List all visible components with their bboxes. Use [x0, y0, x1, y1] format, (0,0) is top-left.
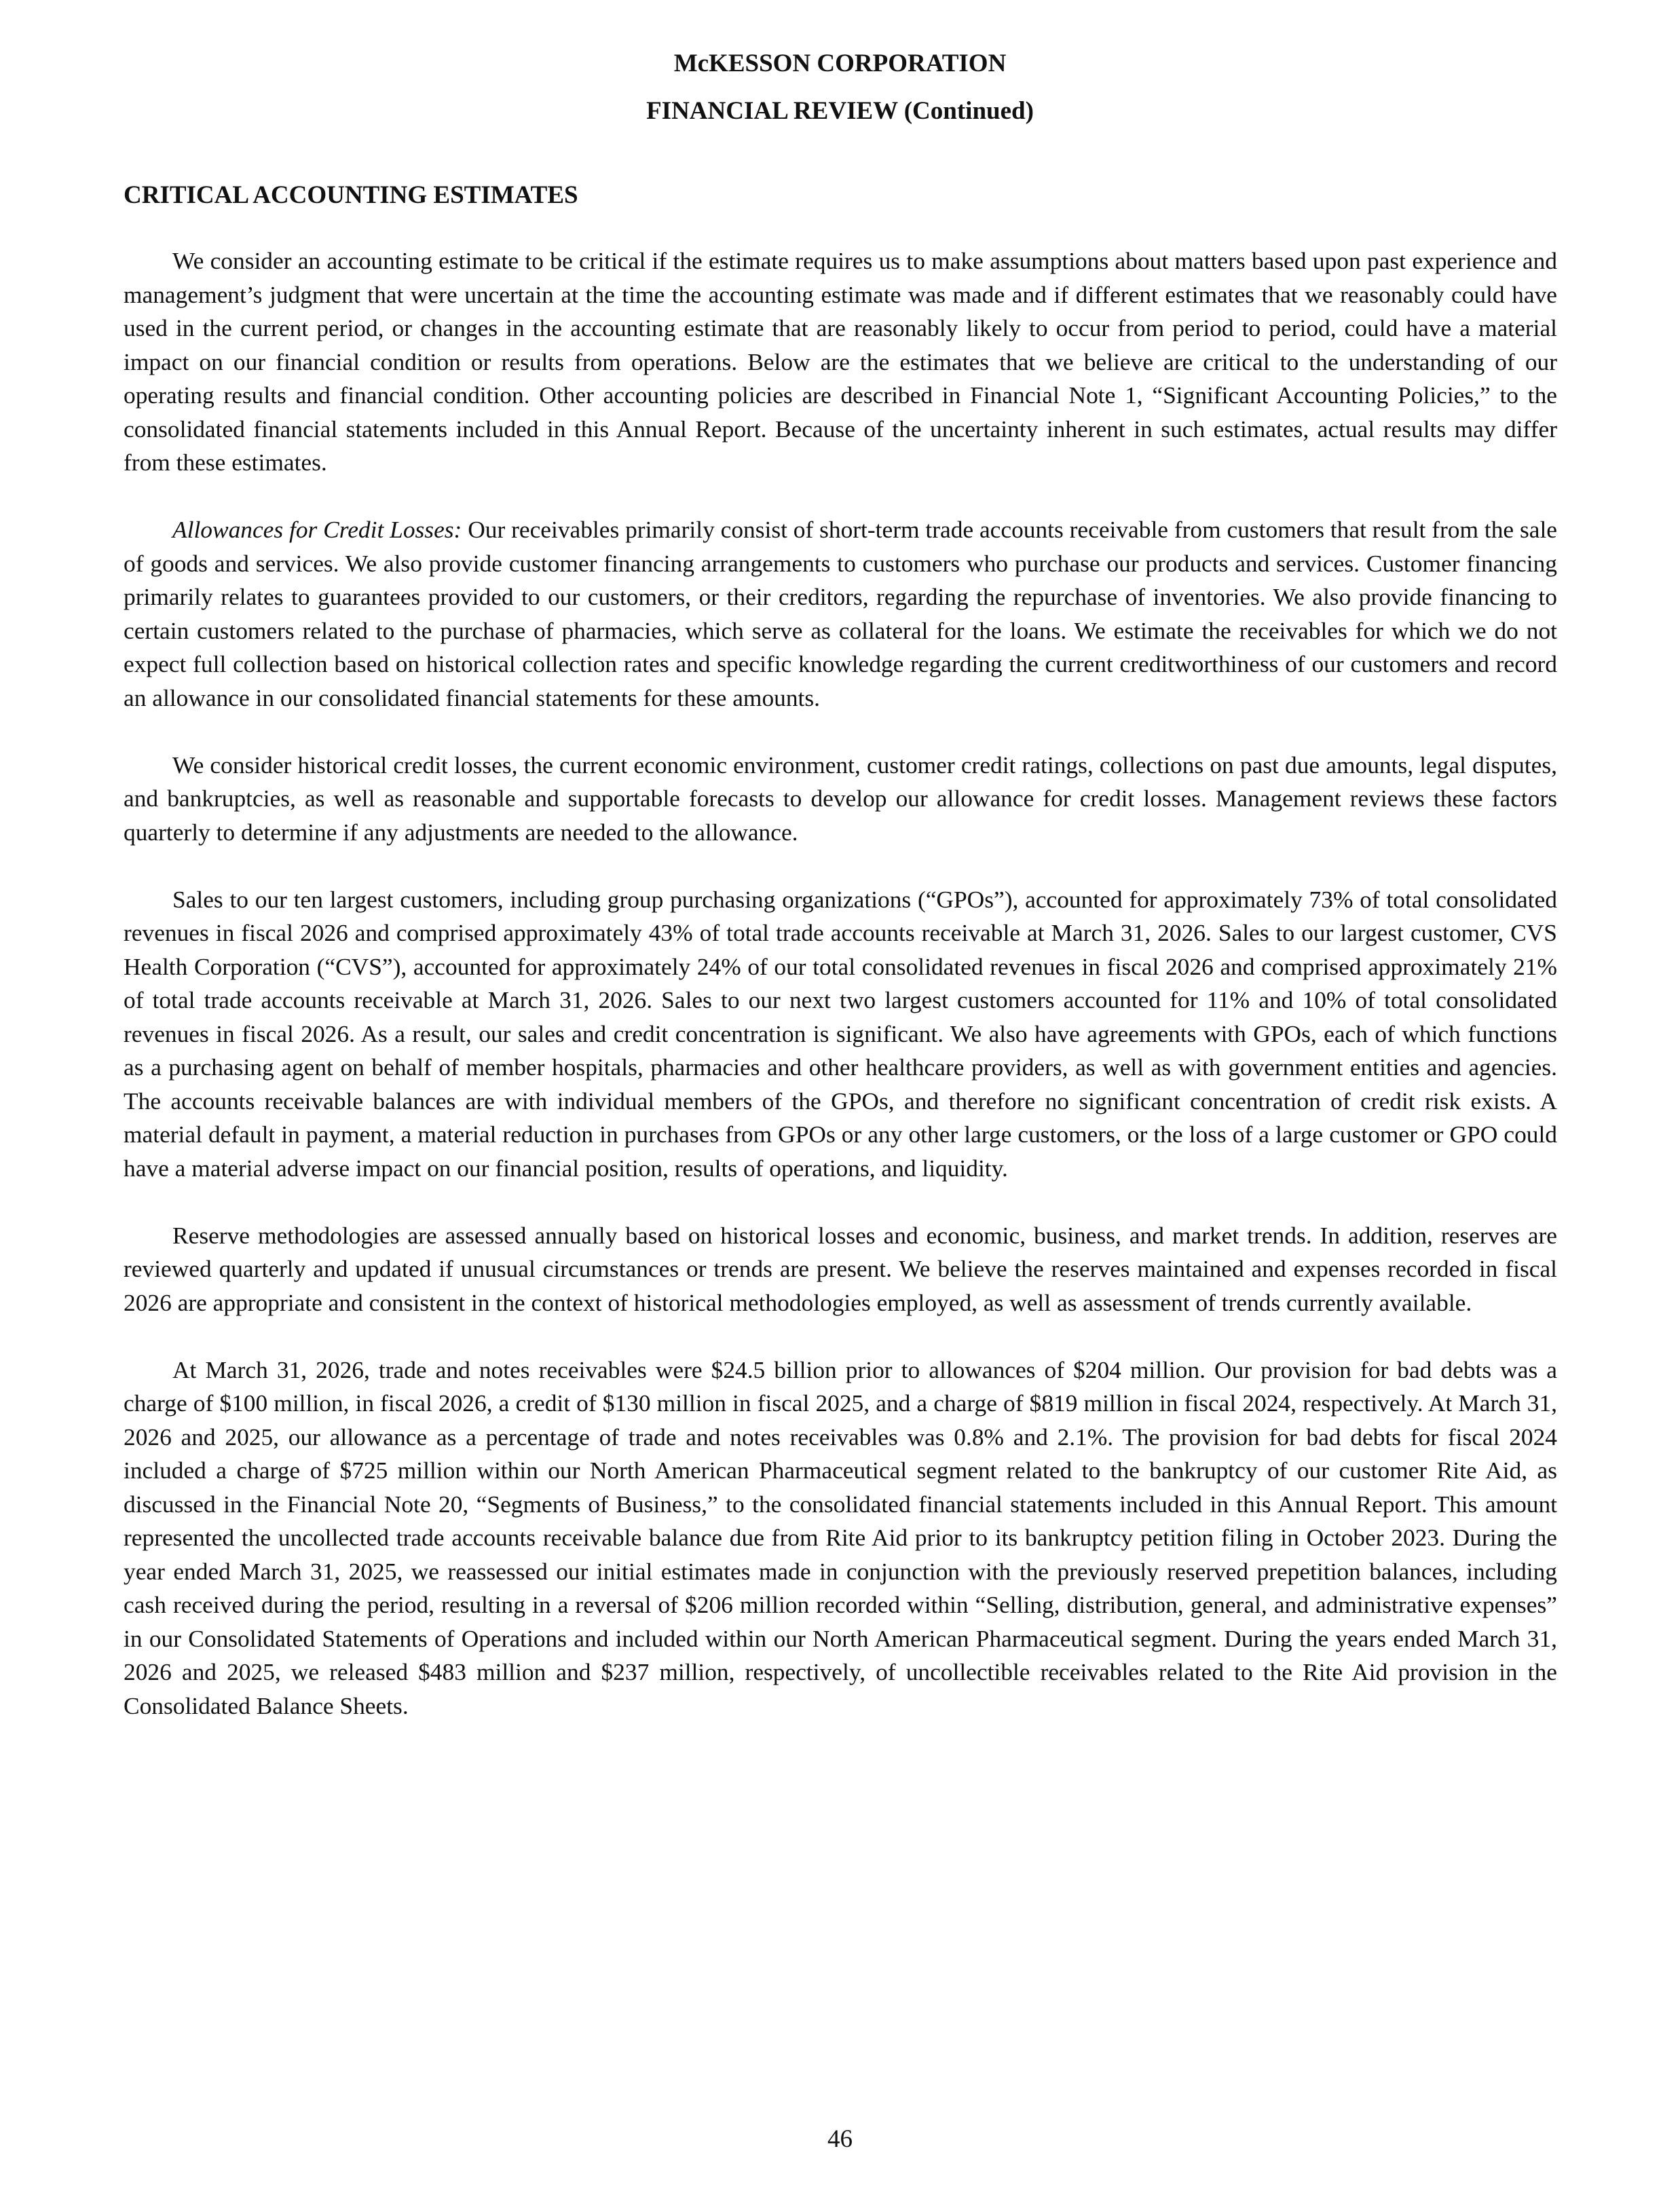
paragraph-text: At March 31, 2026, trade and notes receivables were $24.5 billion prior to allowances of $204 million. Our provision for bad debts was a charge of $100 million, in fiscal 2026, a credit of $130 million in fiscal 2025, and a charge of $819 million in fiscal 2024, respectively. At March 31, 2026 and 2025, our allowance as a percentage of trade and notes receivables was 0.8% and 2.1%. The provision for bad debts for fiscal 2024 included a charge of $725 million within our North American Pharmaceutical segment related to the bankruptcy of our customer Rite Aid, as discussed in the Financial Note 20, “Segments of Business,” to the consolidated financial statements included in this Annual Report. This amount represented the uncollected trade accounts receivable balance due from Rite Aid prior to its bankruptcy petition filing in October 2023. During the year ended March 31, 2025, we reassessed our initial estimates made in conjunction with the previously reserved prepetition balances, including cash received during the period, resulting in a reversal of $206 million recorded within “Selling, distribution, general, and administrative expenses” in our Consolidated Statements of Operations and included within our North American Pharmaceutical segment. During the years ended March 31, 2026 and 2025, we released $483 million and $237 million, respectively, of uncollectible receivables related to the Rite Aid provision in the Consolidated Balance Sheets. — [124, 1355, 1557, 1719]
company-name: McKESSON CORPORATION — [673, 50, 1007, 77]
paragraph-intro — [124, 244, 1557, 480]
paragraph-text: Reserve methodologies are assessed annually based on historical losses and economic, business, and market trends. In addition, reserves are reviewed quarterly and updated if unusual circumstances or trends are present. We believe the reserves maintained and expenses recorded in fiscal 2026 are appropriate and consistent in the context of historical methodologies employed, as well as assessment of trends currently available. — [124, 1221, 1557, 1316]
paragraph-allowances — [124, 513, 1557, 715]
paragraph-text: Our receivables primarily consist of short-term trade accounts receivable from customers that result from the sale of goods and services. We also provide customer financing arrangements to customers who purchase our products and services. Customer financing primarily relates to guarantees provided to our customers, or their creditors, regarding the repurchase of inventories. We also provide financing to certain customers related to the purchase of pharmacies, which serve as collateral for the loans. We estimate the receivables for which we do not expect full collection based on historical collection rates and specific knowledge regarding the current creditworthiness of our customers and record an allowance in our consolidated financial statements for these amounts. — [124, 516, 1557, 711]
paragraph-lead: Allowances for Credit Losses: — [172, 516, 462, 543]
paragraph-receivables-allowance — [124, 1353, 1557, 1723]
paragraph-customer-concentration — [124, 883, 1557, 1186]
report-subtitle: FINANCIAL REVIEW (Continued) — [646, 97, 1034, 125]
page-number: 46 — [827, 2125, 853, 2153]
paragraph-text: Sales to our ten largest customers, including group purchasing organizations (“GPOs”), accounted for approximately 73% of total consolidated revenues in fiscal 2026 and comprised approximately 43% of total trade accounts receivable at March 31, 2026. Sales to our largest customer, CVS Health Corporation (“CVS”), accounted for approximately 24% of our total consolidated revenues in fiscal 2026 and comprised approximately 21% of total trade accounts receivable at March 31, 2026. Sales to our next two largest customers accounted for 11% and 10% of total consolidated revenues in fiscal 2026. As a result, our sales and credit concentration is significant. We also have agreements with GPOs, each of which functions as a purchasing agent on behalf of member hospitals, pharmacies and other healthcare providers, as well as with government entities and agencies. The accounts receivable balances are with individual members of the GPOs, and therefore no significant concentration of credit risk exists. A material default in payment, a material reduction in purchases from GPOs or any other large customers, or the loss of a large customer or GPO could have a material adverse impact on our financial position, results of operations, and liquidity. — [124, 885, 1557, 1182]
section-title: CRITICAL ACCOUNTING ESTIMATES — [124, 181, 578, 209]
paragraph-credit-losses — [124, 749, 1557, 850]
paragraph-text: We consider an accounting estimate to be critical if the estimate requires us to make assumptions about matters based upon past experience and management’s judgment that were uncertain at the time the accounting estimate was made and if different estimates that we reasonably could have used in the current period, or changes in the accounting estimate that are reasonably likely to occur from period to period, could have a material impact on our financial condition or results from operations. Below are the estimates that we believe are critical to the understanding of our operating results and financial condition. Other accounting policies are described in Financial Note 1, “Significant Accounting Policies,” to the consolidated financial statements included in this Annual Report. Because of the uncertainty inherent in such estimates, actual results may differ from these estimates. — [124, 247, 1557, 476]
paragraph-text: We consider historical credit losses, the current economic environment, customer credit ratings, collections on past due amounts, legal disputes, and bankruptcies, as well as reasonable and supportable forecasts to develop our allowance for credit losses. Management reviews these factors quarterly to determine if any adjustments are needed to the allowance. — [124, 751, 1557, 846]
paragraph-reserve-methodologies — [124, 1219, 1557, 1320]
body-text — [124, 244, 1557, 1757]
